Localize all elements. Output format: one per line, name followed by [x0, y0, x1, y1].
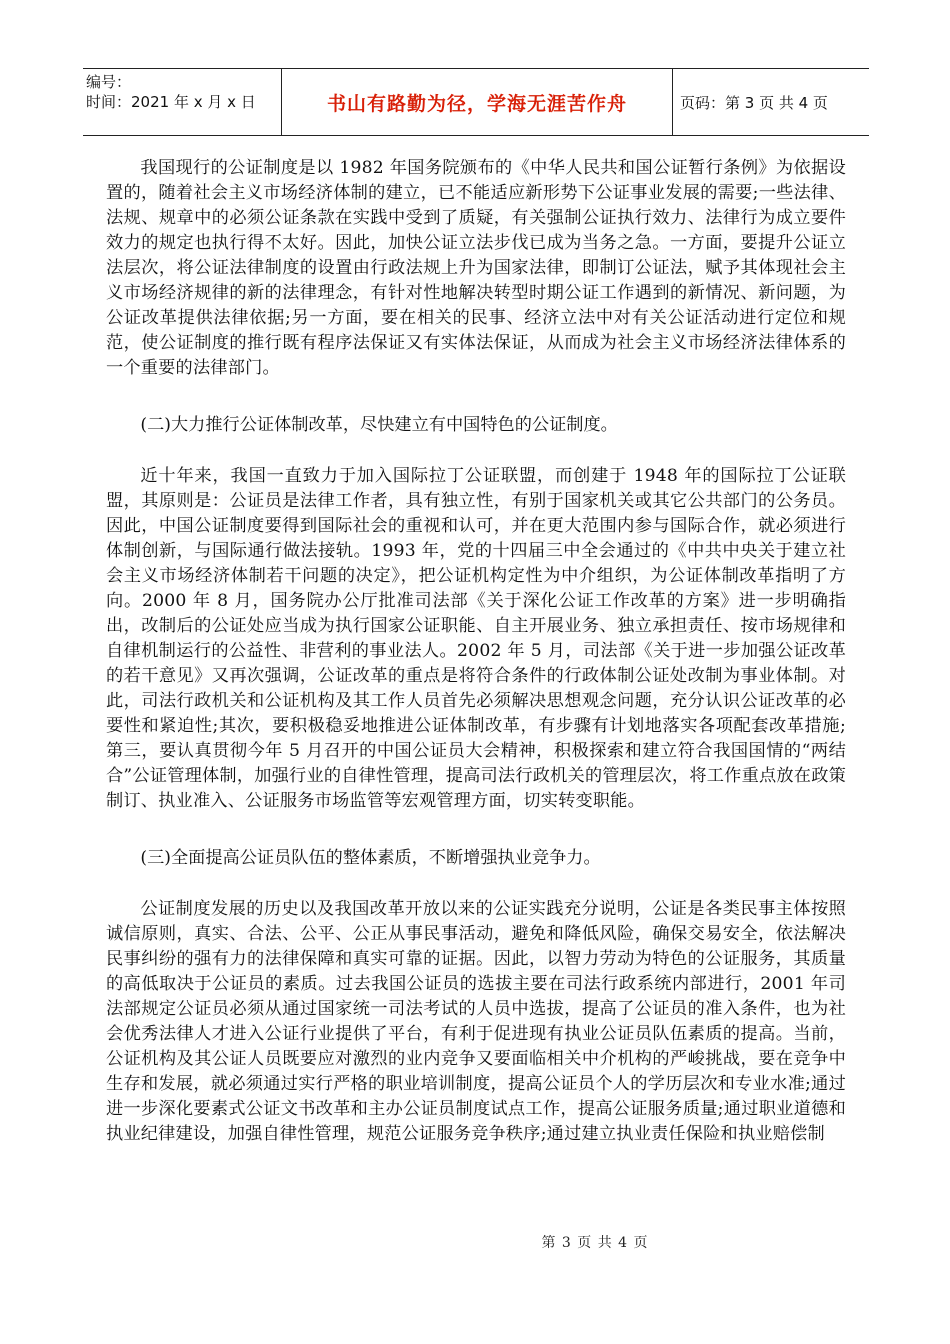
section-heading-3: (三)全面提高公证员队伍的整体素质，不断增强执业竞争力。 [140, 848, 601, 868]
header-motto: 书山有路勤为径，学海无涯苦作舟 [326, 92, 627, 115]
paragraph-quality: 公证制度发展的历史以及我国改革开放以来的公证实践充分说明，公证是各类民事主体按照诚信原则，真实、合法、公平、公正从事民事活动，避免和降低风险，确保交易安全，依法解决民事纠纷的强有力的法律保障和真实可靠的证据。因此，以智力劳动为特色的公证服务，其质量的高低取决于公证员的素质。过去我国公证员的选拔主要在司法行政系统内部进行，2001 年司法部规定公证员必须从通过国家统一司法考试的人员中选拔，提高了公证员的准入条件，也为社会优秀法律人才进入公证行业提供了平台，有利于促进现有执业公证员队伍素质的提高。当前，公证机构及其公证人员既要应对激烈的业内竞争又要面临相关中介机构的严峻挑战，要在竞争中生存和发展，就必须通过实行严格的职业培训制度，提高公证员个人的学历层次和专业水准;通过进一步深化要素式公证文书改革和主办公证员制度试点工作，提高公证服务质量;通过职业道德和执业纪律建设，加强自律性管理，规范公证服务竞争秩序;通过建立执业责任保险和执业赔偿制 [106, 899, 846, 1144]
paragraph-legislation: 我国现行的公证制度是以 1982 年国务院颁布的《中华人民共和国公证暂行条例》为依据设置的，随着社会主义市场经济体制的建立，已不能适应新形势下公证事业发展的需要;一些法律、法规、规章中的必须公证条款在实践中受到了质疑，有关强制公证执行效力、法律行为成立要件效力的规定也执行得不太好。因此，加快公证立法步伐已成为当务之急。一方面，要提升公证立法层次，将公证法律制度的设置由行政法规上升为国家法律，即制订公证法，赋予其体现社会主义市场经济规律的新的法律理念，有针对性地解决转型时期公证工作遇到的新情况、新问题，为公证改革提供法律依据;另一方面，要在相关的民事、经济立法中对有关公证活动进行定位和规范，使公证制度的推行既有程序法保证又有实体法保证，从而成为社会主义市场经济法律体系的一个重要的法律部门。 [106, 158, 846, 378]
header-page-info: 页码：第 3 页 共 4 页 [680, 93, 828, 112]
document-number-label: 编号： [86, 73, 132, 91]
page-header [83, 68, 869, 136]
document-date-label: 时间：2021 年 x 月 x 日 [86, 93, 256, 111]
header-motto-cell [282, 69, 673, 135]
section-heading-2: (二)大力推行公证体制改革，尽快建立有中国特色的公证制度。 [140, 415, 618, 435]
header-meta [83, 69, 282, 135]
paragraph-reform: 近十年来，我国一直致力于加入国际拉丁公证联盟，而创建于 1948 年的国际拉丁公证联盟，其原则是：公证员是法律工作者，具有独立性，有别于国家机关或其它公共部门的公务员。因此，中国公证制度要得到国际社会的重视和认可，并在更大范围内参与国际合作，就必须进行体制创新，与国际通行做法接轨。1993 年，党的十四届三中全会通过的《中共中央关于建立社会主义市场经济体制若干问题的决定》，把公证机构定性为中介组织，为公证体制改革指明了方向。2000 年 8 月，国务院办公厅批准司法部《关于深化公证工作改革的方案》进一步明确指出，改制后的公证处应当成为执行国家公证职能、自主开展业务、独立承担责任、按市场规律和自律机制运行的公益性、非营利的事业法人。2002 年 5 月，司法部《关于进一步加强公证改革的若干意见》又再次强调，公证改革的重点是将符合条件的行政体制公证处改制为事业体制。对此，司法行政机关和公证机构及其工作人员首先必须解决思想观念问题，充分认识公证改革的必要性和紧迫性;其次，要积极稳妥地推进公证体制改革，有步骤有计划地落实各项配套改革措施;第三，要认真贯彻今年 5 月召开的中国公证员大会精神，积极探索和建立符合我国国情的“两结合”公证管理体制，加强行业的自律性管理，提高司法行政机关的管理层次，将工作重点放在政策制订、执业准入、公证服务市场监管等宏观管理方面，切实转变职能。 [106, 466, 846, 811]
document-body [106, 156, 846, 1147]
footer-page-number: 第 3 页 共 4 页 [541, 1235, 649, 1251]
header-page-info-cell [673, 69, 869, 135]
page-footer [0, 1232, 950, 1252]
